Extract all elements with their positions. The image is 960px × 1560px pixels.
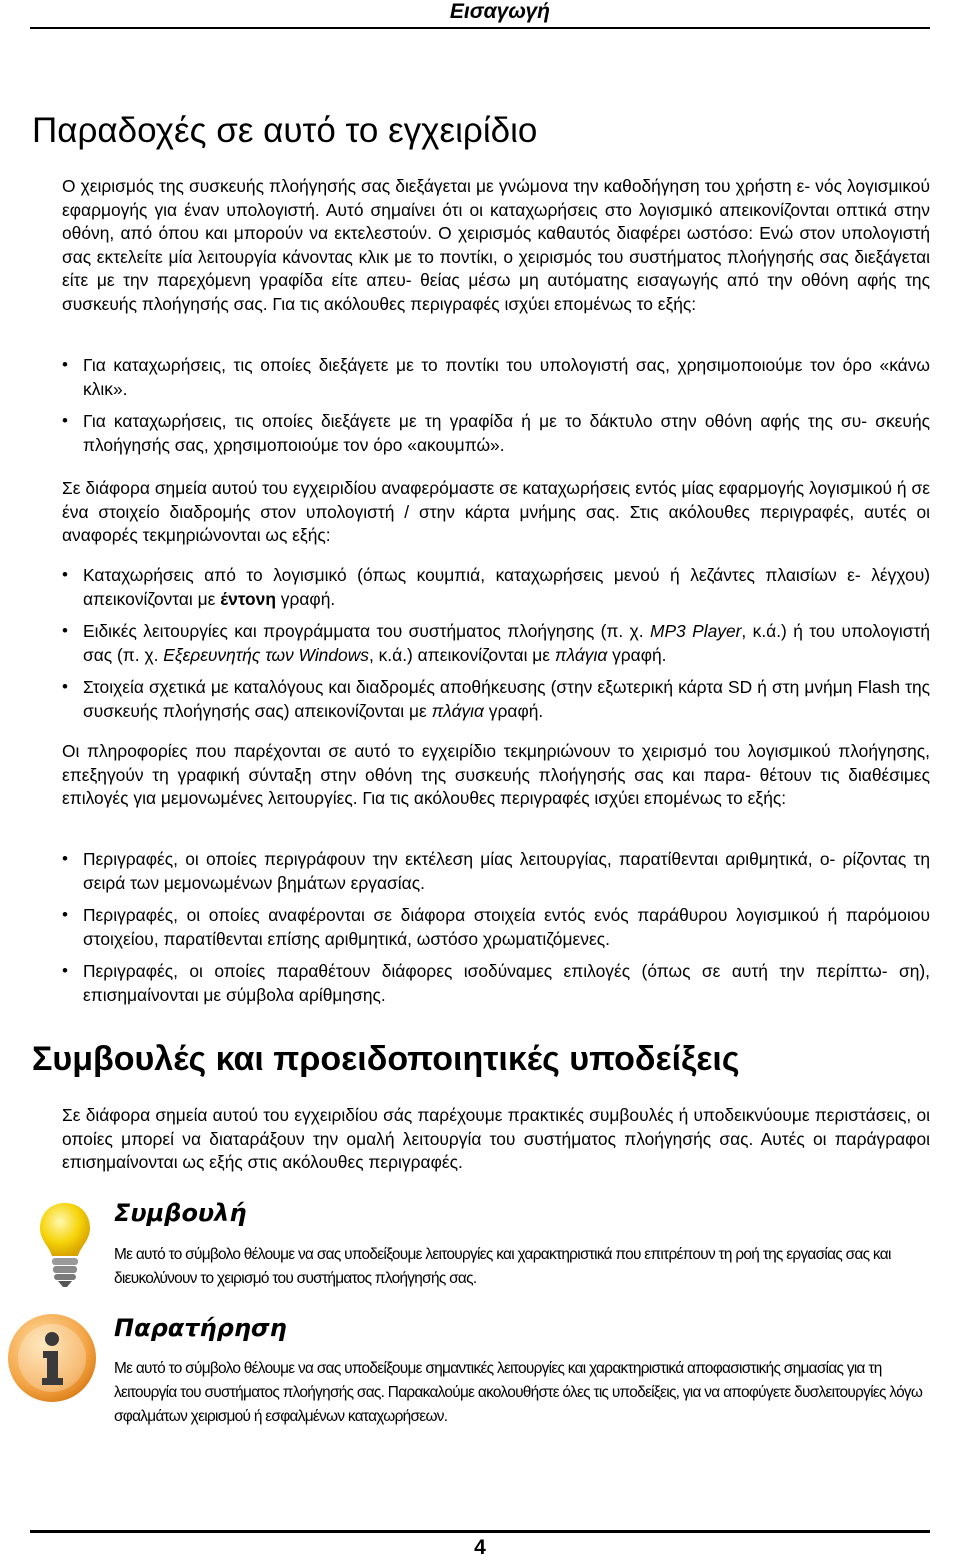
bullet-list-formatting	[62, 563, 930, 731]
note-text: Με αυτό το σύμβολο θέλουμε να σας υποδείξουμε σημαντικές λειτουργίες και χαρακτηριστικά αποφασιστικής σημασίας για τη λειτουργία του συστήματος πλοήγησής σας. Παρακαλούμε ακολουθήστε όλες τις υποδείξεις, για να αποφύγετε δυσλειτουργίες λόγω σφαλμάτων χειρισμού ή εσφαλμένων καταχωρήσεων.	[114, 1360, 923, 1425]
page-number: 4	[474, 1536, 486, 1559]
tips-intro-paragraph: Σε διάφορα σημεία αυτού του εγχειριδίου σάς παρέχουμε πρακτικές συμβουλές ή υποδεικνύουμε περιστάσεις, οι οποίες μπορεί να διαταράξουν την ομαλή λειτουργία του συστήματος πλοήγησής σας. Αυτές οι παράγραφοι επισημαίνονται ως εξής στις ακόλουθες περιγραφές.	[62, 1105, 930, 1172]
note-title: Παρατήρηση	[114, 1314, 287, 1342]
footer-rule	[30, 1530, 930, 1533]
list-item: • Για καταχωρήσεις, τις οποίες διεξάγετε με το ποντίκι του υπολογιστή σας, χρησιμοποιούμε τον όρο «κάνω κλικ».	[62, 353, 930, 401]
list-item: • Περιγραφές, οι οποίες αναφέρονται σε διάφορα στοιχεία εντός ενός παράθυρου λογισμικού ή παρόμοιου στοιχείου, παρατίθενται επίσης αριθμητικά, ωστόσο χρωματιζόμενες.	[62, 903, 930, 951]
section-title-conventions: Παραδοχές σε αυτό το εγχειρίδιο	[32, 111, 538, 150]
tip-text: Με αυτό το σύμβολο θέλουμε να σας υποδείξουμε λειτουργίες και χαρακτηριστικά που επιτρέπουν τη ροή της εργασίας σας και διευκολύνουν το χειρισμό του συστήματος πλοήγησής σας.	[114, 1246, 891, 1287]
section-title-tips: Συμβουλές και προειδοποιητικές υποδείξεις	[32, 1040, 740, 1078]
paragraph-references: Σε διάφορα σημεία αυτού του εγχειριδίου αναφερόμαστε σε καταχωρήσεις εντός μίας εφαρμογής λογισμικού ή σε ένα στοιχείο διαδρομής στον υπολογιστή / στην κάρτα μνήμης σας. Στις ακόλουθες περιγραφές, αυτές οι αναφορές τεκμηριώνονται ως εξής:	[62, 478, 930, 545]
list-item: • Στοιχεία σχετικά με καταλόγους και διαδρομές αποθήκευσης (στην εξωτερική κάρτα SD ή στη μνήμη Flash της συσκευής πλοήγησής σας) απεικονίζονται με πλάγια γραφή.	[62, 675, 930, 723]
list-item: • Ειδικές λειτουργίες και προγράμματα του συστήματος πλοήγησης (π. χ. MP3 Player, κ.ά.) ή του υπολογιστή σας (π. χ. Εξερευνητής των Windows, κ.ά.) απεικονίζονται με πλάγια γραφή.	[62, 619, 930, 667]
list-item: • Για καταχωρήσεις, τις οποίες διεξάγετε με τη γραφίδα ή με το δάκτυλο στην οθόνη αφής της συ- σκευής πλοήγησής σας, χρησιμοποιούμε τον όρο «ακουμπώ».	[62, 409, 930, 457]
list-item: • Περιγραφές, οι οποίες παραθέτουν διάφορες ισοδύναμες επιλογές (όπως σε αυτή την περίπτω- ση), επισημαίνονται με σύμβολα αρίθμησης.	[62, 959, 930, 1007]
tip-title: Συμβουλή	[114, 1199, 247, 1227]
info-icon	[6, 1312, 98, 1404]
paragraph-information: Οι πληροφορίες που παρέχονται σε αυτό το εγχειρίδιο τεκμηριώνουν το χειρισμό του λογισμικού πλοήγησης, επεξηγούν τη γραφική σύνταξη στην οθόνη της συσκευής πλοήγησής σας και παρα- θέτουν τις διαθέσιμες επιλογές για μεμονωμένες λειτουργίες. Για τις ακόλουθες περιγραφές ισχύει επομένως το εξής:	[62, 741, 930, 808]
header-rule	[30, 27, 930, 29]
list-item: • Περιγραφές, οι οποίες περιγράφουν την εκτέλεση μίας λειτουργίας, παρατίθενται αριθμητικά, ο- ρίζοντας τη σειρά των μεμονωμένων βημάτων εργασίας.	[62, 847, 930, 895]
running-header: Εισαγωγή	[449, 0, 550, 23]
bold-example: έντονη	[220, 589, 276, 609]
intro-paragraph: Ο χειρισμός της συσκευής πλοήγησής σας διεξάγεται με γνώμονα την καθοδήγηση του χρήστη ε- νός λογισμικού εφαρμογής για έναν υπολογιστή. Αυτό σημαίνει ότι οι καταχωρήσεις στο λογισμικό απεικονίζονται οπτικά στην οθόνη, από όπου και μπορούν να εκτελεστούν. Ο χειρισμός καθαυτός διαφέρει ωστόσο: Ενώ στον υπολογιστή σας εκτελείτε μία λειτουργία κάνοντας κλικ με το ποντίκι, ο χειρισμός του συστήματος πλοήγησής σας διεξάγεται είτε με την παρεχόμενη γραφίδα είτε απευ- θείας μέσω μη αυτόματης εισαγωγής από την οθόνη αφής της συσκευής πλοήγησής σας. Για τις ακόλουθες περιγραφές ισχύει επομένως το εξής:	[62, 176, 930, 314]
bullet-list-input-terms	[62, 353, 930, 465]
bullet-list-descriptions	[62, 847, 930, 1015]
list-item: • Καταχωρήσεις από το λογισμικό (όπως κουμπιά, καταχωρήσεις μενού ή λεζάντες πλαισίων ε- λέγχου) απεικονίζονται με έντονη γραφή.	[62, 563, 930, 611]
lightbulb-icon	[36, 1200, 94, 1288]
